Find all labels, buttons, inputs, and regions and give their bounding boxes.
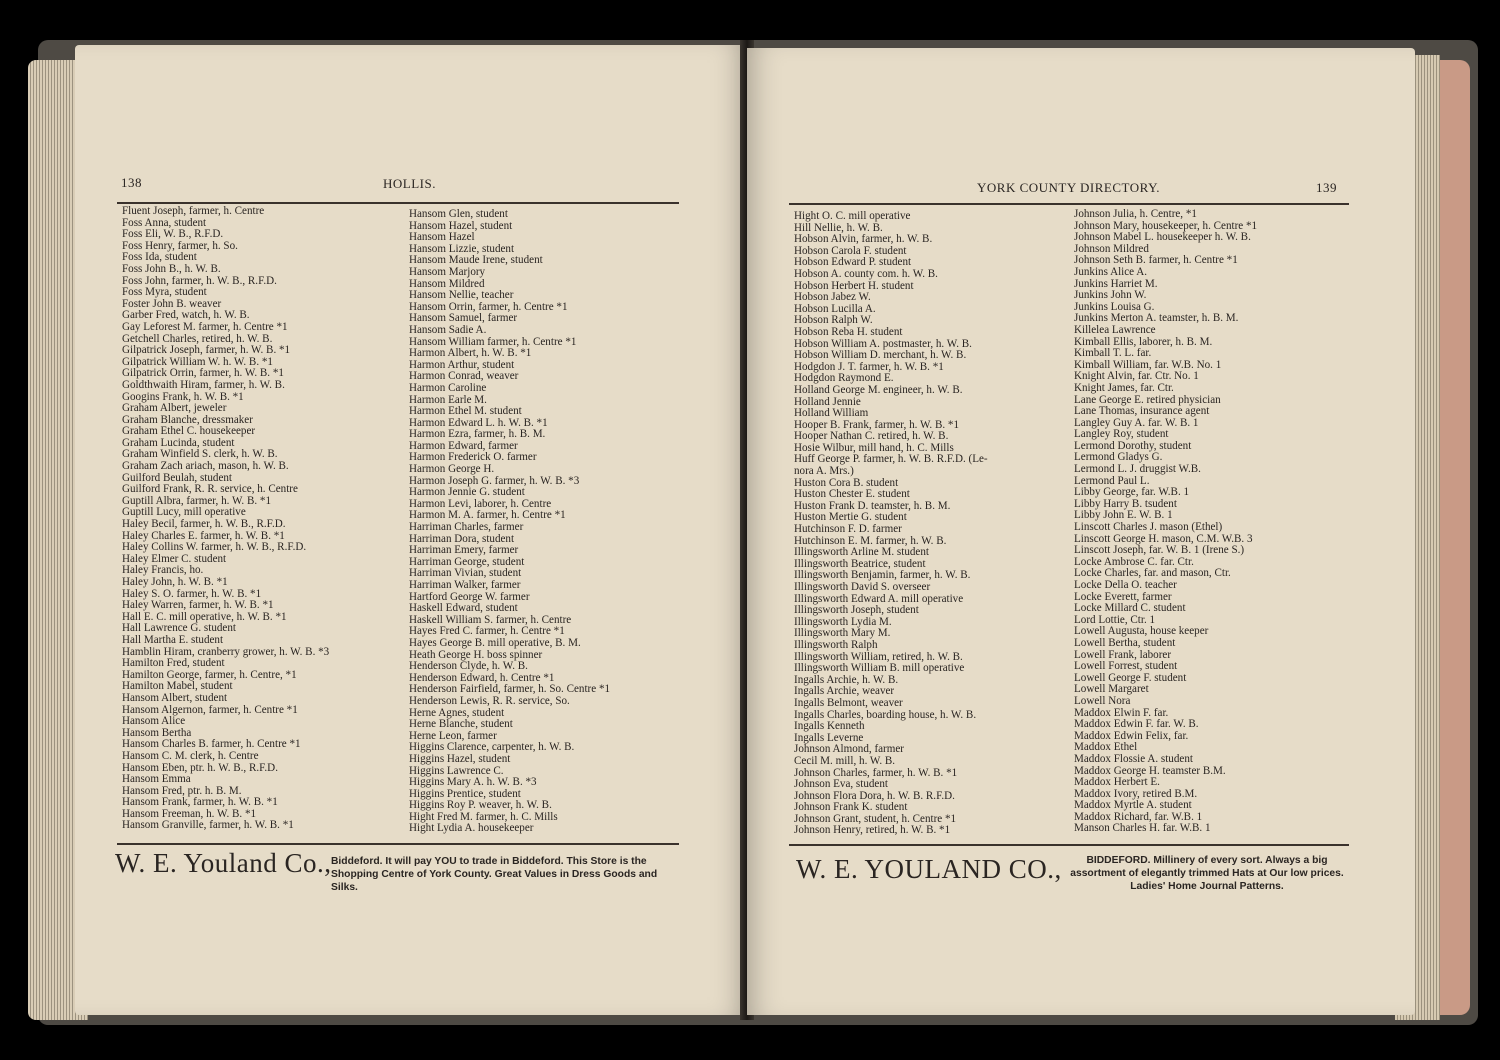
- directory-entry: Maddox Herbert E.: [1074, 777, 1160, 789]
- directory-entry: Johnson Henry, retired, h. W. B. *1: [794, 825, 951, 837]
- directory-entry: Linscott Joseph, far. W. B. 1 (Irene S.): [1074, 545, 1245, 557]
- directory-entry: Hodgdon Raymond E.: [794, 373, 894, 385]
- directory-entry: Garber Fred, watch, h. W. B.: [122, 310, 250, 322]
- directory-entry: Googins Frank, h. W. B. *1: [122, 391, 244, 403]
- directory-entry: Linscott Charles J. mason (Ethel): [1074, 522, 1223, 534]
- directory-entry: Hobson William A. postmaster, h. W. B.: [794, 338, 972, 350]
- directory-entry: Killelea Lawrence: [1074, 324, 1156, 336]
- directory-entry: Hansom Bertha: [122, 727, 192, 739]
- directory-entry: Hansom Glen, student: [409, 209, 508, 220]
- directory-entry: Harriman George, student: [409, 556, 525, 568]
- directory-entry: Hansom Alice: [122, 716, 186, 728]
- directory-entry: Hamilton Mabel, student: [122, 681, 233, 693]
- directory-entry: Foss Ida, student: [122, 252, 197, 264]
- directory-entry: Libby Harry B. tsudent: [1074, 498, 1177, 510]
- directory-entry: Illingsworth William, retired, h. W. B.: [794, 651, 963, 663]
- directory-entry: Hansom Lizzie, student: [409, 243, 515, 255]
- directory-entry: Harmon Arthur, student: [409, 359, 515, 371]
- directory-entry: Foss John B., h. W. B.: [122, 263, 221, 275]
- ad-rule: [789, 844, 1349, 846]
- directory-entry: Hosie Wilbur, mill hand, h. C. Mills: [794, 442, 954, 454]
- directory-entry: Huston Mertie G. student: [794, 512, 907, 524]
- directory-entry: Haley Becil, farmer, h. W. B., R.F.D.: [122, 519, 286, 531]
- directory-entry: Lowell George F. student: [1074, 672, 1187, 684]
- page-number: 138: [121, 175, 142, 190]
- running-head: YORK COUNTY DIRECTORY.: [977, 180, 1161, 195]
- directory-entry: Hansom C. M. clerk, h. Centre: [122, 750, 259, 762]
- directory-entry: Hansom Sadie A.: [409, 324, 487, 336]
- directory-entry: Hansom Hazel, student: [409, 220, 513, 232]
- ad-rule: [117, 843, 679, 845]
- directory-entry: Ingalls Archie, weaver: [794, 686, 895, 698]
- directory-entry: Ingalls Belmont, weaver: [794, 697, 903, 709]
- directory-entry: Herne Agnes, student: [409, 707, 505, 719]
- directory-entry: Hobson Alvin, farmer, h. W. B.: [794, 234, 933, 246]
- directory-entry: Huston Cora B. student: [794, 477, 899, 489]
- directory-entry: Higgins Hazel, student: [409, 753, 511, 765]
- directory-entry: Hansom Nellie, teacher: [409, 290, 514, 302]
- directory-entry: Illingsworth Benjamin, farmer, h. W. B.: [794, 570, 971, 582]
- directory-entry: Harmon Ezra, farmer, h. B. M.: [409, 429, 546, 441]
- directory-entry: Lowell Bertha, student: [1074, 637, 1176, 649]
- directory-entry: Hooper Nathan C. retired, h. W. B.: [794, 431, 949, 443]
- directory-entry: Hobson Edward P. student: [794, 257, 912, 269]
- directory-column-2: [409, 209, 610, 835]
- directory-entry: Lane George E. retired physician: [1074, 394, 1221, 406]
- directory-entry: Hobson Lucilla A.: [794, 303, 876, 315]
- directory-entry: Lermond L. J. druggist W.B.: [1074, 464, 1201, 476]
- directory-entry: Hayes George B. mill operative, B. M.: [409, 637, 581, 649]
- directory-entry: Harmon Frederick O. farmer: [409, 452, 537, 464]
- directory-entry: Hobson Herbert H. student: [794, 280, 914, 292]
- directory-entry: Foss Anna, student: [122, 217, 207, 229]
- directory-entry: Kimball William, far. W.B. No. 1: [1074, 359, 1222, 371]
- directory-entry: Johnson Mary, housekeeper, h. Centre *1: [1074, 220, 1258, 232]
- directory-entry: Johnson Charles, farmer, h. W. B. *1: [794, 767, 958, 779]
- directory-entry: Guptill Albra, farmer, h. W. B. *1: [122, 495, 271, 507]
- directory-entry: Manson Charles H. far. W.B. 1: [1074, 823, 1211, 835]
- directory-entry: Foss Eli, W. B., R.F.D.: [122, 229, 224, 241]
- ad-company-name: W. E. YOULAND CO.,: [796, 854, 1062, 884]
- directory-entry: Henderson Lewis, R. R. service, So.: [409, 695, 570, 707]
- directory-entry: Haley S. O. farmer, h. W. B. *1: [122, 588, 262, 600]
- directory-entry: Graham Lucinda, student: [122, 437, 235, 449]
- directory-entry: Haskell William S. farmer, h. Centre: [409, 614, 572, 626]
- directory-entry: Hansom Eben, ptr. h. W. B., R.F.D.: [122, 762, 278, 774]
- directory-entry: Harriman Walker, farmer: [409, 580, 521, 591]
- directory-entry: Maddox Ivory, retired B.M.: [1074, 788, 1198, 800]
- directory-entry: Harmon Joseph G. farmer, h. W. B. *3: [409, 475, 580, 487]
- directory-entry: Hobson Carola F. student: [794, 245, 907, 257]
- directory-entry: Illingsworth David S. overseer: [794, 582, 931, 593]
- directory-entry: Maddox Edwin F. far. W. B.: [1074, 719, 1199, 731]
- directory-entry: Junkins Louisa G.: [1074, 301, 1155, 313]
- directory-entry: Ingalls Charles, boarding house, h. W. B.: [794, 709, 977, 721]
- directory-column-2: [1074, 209, 1257, 835]
- directory-entry: Johnson Grant, student, h. Centre *1: [794, 813, 957, 825]
- ad-text: Biddeford. It will pay YOU to trade in Biddeford. This Store is the Shopping Centre of York County. Great Values in Dress Goods and Silks.: [331, 856, 658, 893]
- directory-entry: Hansom Freeman, h. W. B. *1: [122, 808, 257, 820]
- directory-entry: Langley Roy, student: [1074, 429, 1169, 441]
- directory-entry: Henderson Clyde, h. W. B.: [409, 661, 528, 673]
- right-page: [747, 48, 1415, 1015]
- directory-entry: Herne Blanche, student: [409, 719, 513, 731]
- directory-entry: Junkins John W.: [1074, 290, 1147, 302]
- directory-entry: Lowell Forrest, student: [1074, 661, 1178, 673]
- directory-entry: Haley Collins W. farmer, h. W. B., R.F.D.: [122, 542, 307, 554]
- directory-entry: Gay Leforest M. farmer, h. Centre *1: [122, 321, 288, 333]
- directory-entry: Foss John, farmer, h. W. B., R.F.D.: [122, 275, 277, 287]
- directory-entry: Kimball T. L. far.: [1074, 348, 1152, 360]
- directory-entry: Locke Charles, far. and mason, Ctr.: [1074, 568, 1231, 580]
- directory-entry: Locke Ambrose C. far. Ctr.: [1074, 556, 1194, 568]
- directory-entry: Higgins Lawrence C.: [409, 765, 504, 777]
- directory-entry: Johnson Frank K. student: [794, 802, 908, 814]
- directory-entry: Hartford George W. farmer: [409, 591, 530, 603]
- directory-entry: Illingsworth Beatrice, student: [794, 558, 926, 570]
- directory-entry: Haley John, h. W. B. *1: [122, 577, 228, 588]
- directory-entry: Libby John E. W. B. 1: [1074, 510, 1173, 522]
- directory-entry: Lermond Gladys G.: [1074, 452, 1163, 464]
- directory-entry: Haley Elmer C. student: [122, 553, 227, 565]
- ad-text: BIDDEFORD. Millinery of every sort. Always a big assortment of elegantly trimmed Hats at Our low prices. Ladies' Home Journal Patterns.: [1070, 855, 1344, 892]
- directory-entry: Illingsworth William B. mill operative: [794, 663, 965, 675]
- directory-entry: Hansom Frank, farmer, h. W. B. *1: [122, 797, 278, 809]
- directory-entry: Hight Fred M. farmer, h. C. Mills: [409, 811, 558, 823]
- directory-entry: Higgins Mary A. h. W. B. *3: [409, 777, 537, 789]
- header-rule: [789, 203, 1349, 205]
- directory-entry: Foss Myra, student: [122, 287, 207, 299]
- directory-entry: Guilford Frank, R. R. service, h. Centre: [122, 484, 298, 496]
- directory-entry: Harmon Edward, farmer: [409, 440, 518, 452]
- directory-entry: Johnson Eva, student: [794, 779, 888, 791]
- directory-entry: Harmon Ethel M. student: [409, 406, 522, 418]
- directory-entry: Guilford Beulah, student: [122, 472, 232, 484]
- left-page: [75, 45, 747, 1015]
- directory-entry: Higgins Prentice, student: [409, 788, 521, 800]
- directory-entry: Graham Zach ariach, mason, h. W. B.: [122, 461, 289, 473]
- directory-entry: Hamblin Hiram, cranberry grower, h. W. B. *3: [122, 646, 330, 658]
- directory-entry: Lowell Margaret: [1074, 684, 1149, 696]
- page-number: 139: [1316, 180, 1337, 195]
- directory-entry: Hall E. C. mill operative, h. W. B. *1: [122, 611, 287, 623]
- directory-entry: Getchell Charles, retired, h. W. B.: [122, 333, 273, 345]
- directory-entry: Lane Thomas, insurance agent: [1074, 406, 1210, 418]
- running-head: HOLLIS.: [383, 176, 436, 191]
- directory-entry: Linscott George H. mason, C.M. W.B. 3: [1074, 533, 1253, 545]
- directory-entry: Hansom Charles B. farmer, h. Centre *1: [122, 739, 301, 751]
- directory-entry: Hobson Jabez W.: [794, 292, 871, 304]
- directory-entry: Junkins Harriet M.: [1074, 278, 1158, 290]
- directory-entry: Junkins Merton A. teamster, h. B. M.: [1074, 313, 1239, 325]
- directory-entry: Illingsworth Mary M.: [794, 628, 891, 640]
- directory-entry: Ingalls Leverne: [794, 732, 864, 744]
- directory-entry: Hansom Fred, ptr. h. B. M.: [122, 785, 242, 797]
- directory-entry: Henderson Edward, h. Centre *1: [409, 672, 555, 684]
- directory-entry: Lowell Nora: [1074, 695, 1131, 707]
- directory-entry: Johnson Almond, farmer: [794, 744, 905, 756]
- directory-entry: Hansom Maude Irene, student: [409, 255, 543, 267]
- directory-entry: Guptill Lucy, mill operative: [122, 507, 246, 519]
- directory-entry: Hansom Albert, student: [122, 692, 228, 704]
- directory-entry: Hayes Fred C. farmer, h. Centre *1: [409, 626, 565, 638]
- directory-entry: Harmon Earle M.: [409, 394, 487, 406]
- directory-entry: Knight James, far. Ctr.: [1074, 382, 1174, 394]
- directory-entry: Hansom Hazel: [409, 232, 475, 244]
- directory-entry: Haley Warren, farmer, h. W. B. *1: [122, 600, 274, 612]
- directory-entry: Locke Della O. teacher: [1074, 580, 1177, 591]
- directory-entry: Illingsworth Arline M. student: [794, 547, 929, 559]
- directory-entry: Harmon Jennie G. student: [409, 487, 525, 499]
- directory-entry: Junkins Alice A.: [1074, 266, 1148, 278]
- directory-entry: Foss Henry, farmer, h. So.: [122, 240, 238, 252]
- directory-entry: Lowell Augusta, house keeper: [1074, 626, 1209, 638]
- directory-entry: Haley Francis, ho.: [122, 565, 204, 577]
- directory-entry: Huston Frank D. teamster, h. B. M.: [794, 500, 951, 512]
- directory-entry: Haskell Edward, student: [409, 603, 518, 615]
- book-spine-edge: [1440, 60, 1470, 1015]
- directory-entry: Hamilton George, farmer, h. Centre, *1: [122, 669, 297, 681]
- directory-entry: Gilpatrick Joseph, farmer, h. W. B. *1: [122, 345, 291, 357]
- directory-entry: Harriman Dora, student: [409, 533, 515, 545]
- directory-entry: Hobson Reba H. student: [794, 326, 903, 338]
- directory-entry: Harriman Emery, farmer: [409, 545, 519, 557]
- directory-entry: Illingsworth Joseph, student: [794, 605, 919, 617]
- directory-entry: Higgins Roy P. weaver, h. W. B.: [409, 800, 552, 812]
- directory-entry: Hight O. C. mill operative: [794, 211, 911, 222]
- directory-entry: Graham Blanche, dressmaker: [122, 414, 253, 426]
- directory-entry: Maddox Flossie A. student: [1074, 753, 1193, 765]
- directory-entry: Hamilton Fred, student: [122, 658, 225, 670]
- directory-entry: Hobson William D. merchant, h. W. B.: [794, 350, 967, 362]
- directory-entry: Johnson Mildred: [1074, 243, 1149, 255]
- directory-entry: Knight Alvin, far. Ctr. No. 1: [1074, 371, 1199, 383]
- directory-entry: Hobson A. county com. h. W. B.: [794, 268, 938, 280]
- directory-entry: Hooper B. Frank, farmer, h. W. B. *1: [794, 419, 960, 431]
- directory-entry: Foster John B. weaver: [122, 298, 222, 310]
- directory-entry: Johnson Julia, h. Centre, *1: [1074, 209, 1197, 220]
- directory-entry: Holland Jennie: [794, 396, 861, 408]
- directory-entry: Harmon Conrad, weaver: [409, 371, 519, 383]
- directory-entry: Holland George M. engineer, h. W. B.: [794, 384, 963, 396]
- directory-entry: Hight Lydia A. housekeeper: [409, 823, 534, 835]
- directory-entry: Hansom Samuel, farmer: [409, 313, 518, 325]
- directory-entry: Goldthwaith Hiram, farmer, h. W. B.: [122, 379, 285, 391]
- directory-entry: Lowell Frank, laborer: [1074, 649, 1172, 661]
- directory-entry: Johnson Mabel L. housekeeper h. W. B.: [1074, 232, 1251, 244]
- directory-entry: Hansom Algernon, farmer, h. Centre *1: [122, 704, 298, 716]
- directory-entry: Maddox Myrtle A. student: [1074, 800, 1192, 812]
- directory-entry: Hansom Granville, farmer, h. W. B. *1: [122, 820, 294, 832]
- directory-entry: Maddox George H. teamster B.M.: [1074, 765, 1226, 777]
- directory-entry: Ingalls Archie, h. W. B.: [794, 674, 899, 686]
- directory-entry: Huff George P. farmer, h. W. B. R.F.D. (Le-: [794, 454, 988, 466]
- directory-entry: Hansom Marjory: [409, 266, 486, 278]
- directory-entry: Harmon Caroline: [409, 382, 487, 394]
- directory-entry: Graham Ethel C. housekeeper: [122, 426, 256, 438]
- directory-entry: Gilpatrick Orrin, farmer, h. W. B. *1: [122, 368, 284, 380]
- directory-column-1: [122, 206, 329, 832]
- directory-entry: Hutchinson F. D. farmer: [794, 524, 902, 536]
- directory-entry: Graham Winfield S. clerk, h. W. B.: [122, 449, 278, 461]
- directory-entry: Maddox Richard, far. W.B. 1: [1074, 811, 1203, 823]
- directory-entry: Hall Lawrence G. student: [122, 623, 236, 635]
- directory-entry: Hodgdon J. T. farmer, h. W. B. *1: [794, 361, 944, 373]
- directory-entry: Illingsworth Edward A. mill operative: [794, 593, 964, 605]
- directory-entry: Harmon Edward L. h. W. B. *1: [409, 417, 548, 429]
- directory-entry: Haley Charles E. farmer, h. W. B. *1: [122, 530, 285, 542]
- directory-entry: Maddox Ethel: [1074, 742, 1138, 754]
- directory-entry: nora A. Mrs.): [794, 466, 854, 478]
- directory-entry: Hansom Orrin, farmer, h. Centre *1: [409, 301, 568, 313]
- directory-entry: Harmon George H.: [409, 464, 495, 476]
- directory-entry: Lermond Dorothy, student: [1074, 440, 1192, 452]
- directory-entry: Libby George, far. W.B. 1: [1074, 487, 1190, 499]
- header-rule: [117, 202, 679, 204]
- directory-entry: Johnson Flora Dora, h. W. B. R.F.D.: [794, 790, 955, 802]
- directory-entry: Harriman Charles, farmer: [409, 522, 524, 534]
- directory-entry: Illingsworth Lydia M.: [794, 616, 892, 628]
- directory-entry: Ingalls Kenneth: [794, 721, 865, 733]
- directory-entry: Harmon Levi, laborer, h. Centre: [409, 498, 552, 510]
- directory-entry: Lermond Paul L.: [1074, 475, 1150, 487]
- directory-entry: Lord Lottie, Ctr. 1: [1074, 614, 1156, 626]
- directory-entry: Huston Chester E. student: [794, 489, 910, 501]
- directory-entry: Harmon M. A. farmer, h. Centre *1: [409, 510, 566, 522]
- directory-entry: Locke Millard C. student: [1074, 603, 1186, 615]
- directory-entry: Illingsworth Ralph: [794, 639, 878, 651]
- directory-entry: Harmon Albert, h. W. B. *1: [409, 348, 532, 360]
- directory-entry: Herne Leon, farmer: [409, 730, 497, 742]
- directory-entry: Johnson Seth B. farmer, h. Centre *1: [1074, 255, 1238, 267]
- directory-entry: Cecil M. mill, h. W. B.: [794, 755, 896, 767]
- directory-entry: Hansom Mildred: [409, 278, 485, 290]
- directory-entry: Fluent Joseph, farmer, h. Centre: [122, 206, 265, 217]
- directory-entry: Gilpatrick William W. h. W. B. *1: [122, 356, 273, 368]
- directory-entry: Graham Albert, jeweler: [122, 403, 227, 415]
- directory-entry: Holland William: [794, 408, 869, 420]
- directory-entry: Hansom Emma: [122, 774, 191, 786]
- directory-entry: Kimball Ellis, laborer, h. B. M.: [1074, 336, 1213, 348]
- directory-entry: Hobson Ralph W.: [794, 315, 873, 327]
- directory-entry: Hall Martha E. student: [122, 634, 224, 646]
- directory-column-1: [794, 211, 988, 837]
- directory-entry: Harriman Vivian, student: [409, 568, 522, 580]
- directory-entry: Higgins Clarence, carpenter, h. W. B.: [409, 742, 575, 754]
- directory-entry: Maddox Elwin F. far.: [1074, 707, 1169, 719]
- directory-entry: Maddox Edwin Felix, far.: [1074, 730, 1189, 742]
- directory-entry: Hill Nellie, h. W. B.: [794, 222, 883, 234]
- ad-company-name: W. E. Youland Co.,: [115, 848, 332, 878]
- directory-entry: Henderson Fairfield, farmer, h. So. Centre *1: [409, 684, 611, 696]
- directory-entry: Locke Everett, farmer: [1074, 591, 1172, 603]
- directory-entry: Heath George H. boss spinner: [409, 649, 543, 661]
- directory-entry: Hansom William farmer, h. Centre *1: [409, 336, 577, 348]
- directory-entry: Hutchinson E. M. farmer, h. W. B.: [794, 535, 947, 547]
- directory-entry: Langley Guy A. far. W. B. 1: [1074, 417, 1199, 429]
